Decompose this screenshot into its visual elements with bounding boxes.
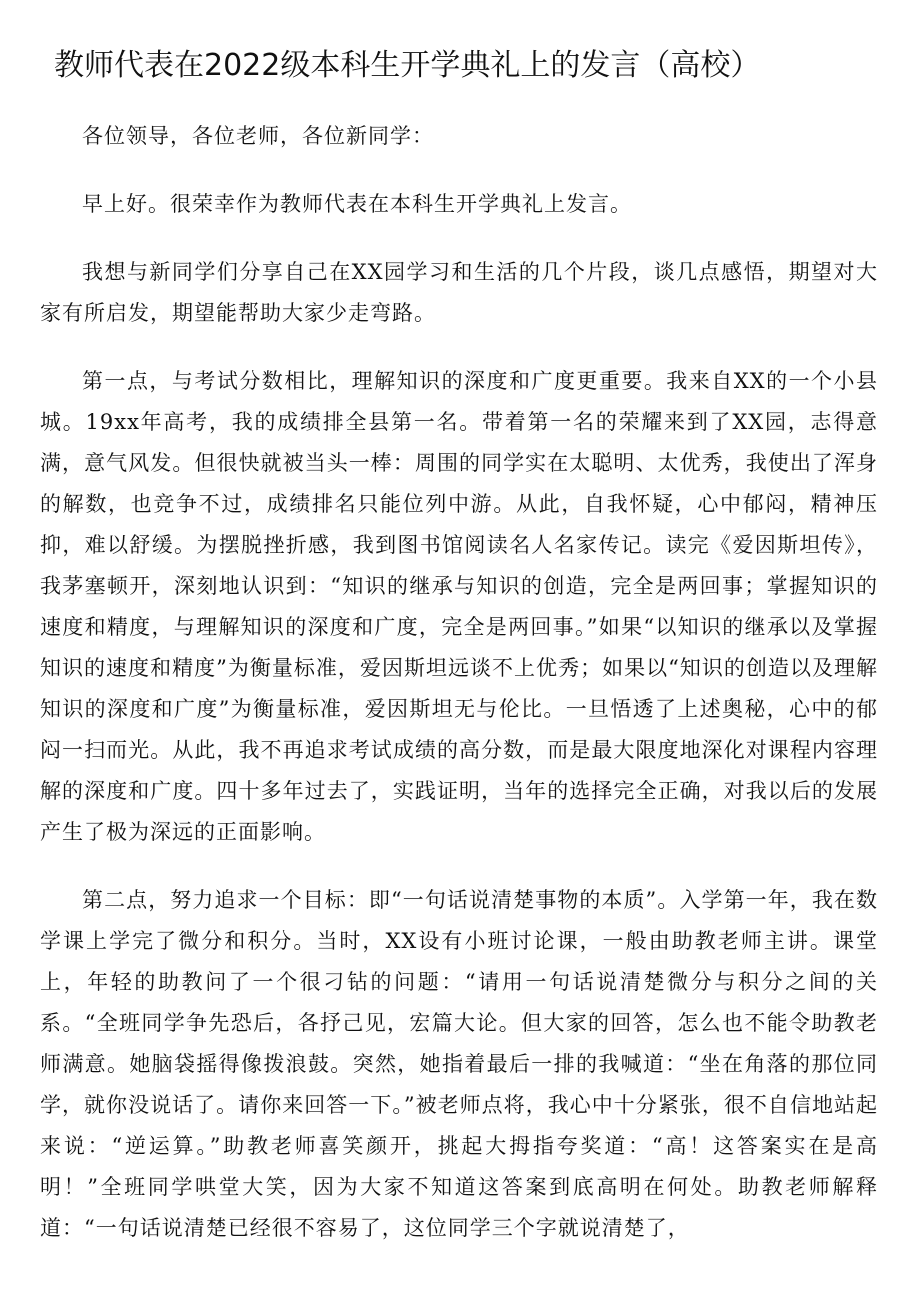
paragraph-point-one: 第一点，与考试分数相比，理解知识的深度和广度更重要。我来自XX的一个小县城。19xx年高考，我的成绩排全县第一名。带着第一名的荣耀来到了XX园，志得意满，意气风发。但很快就被当头一棒：周围的同学实在太聪明、太优秀，我使出了浑身的解数，也竞争不过，成绩排名只能位列中游。从此，自我怀疑，心中郁闷，精神压抑，难以舒缓。为摆脱挫折感，我到图书馆阅读名人名家传记。读完《爱因斯坦传》，我茅塞顿开，深刻地认识到：“知识的继承与知识的创造，完全是两回事；掌握知识的速度和精度，与理解知识的深度和广度，完全是两回事。”如果“以知识的继承以及掌握知识的速度和精度”为衡量标准，爱因斯坦远谈不上优秀；如果以“知识的创造以及理解知识的深度和广度”为衡量标准，爱因斯坦无与伦比。一旦悟透了上述奥秘，心中的郁闷一扫而光。从此，我不再追求考试成绩的高分数，而是最大限度地深化对课程内容理解的深度和广度。四十多年过去了，实践证明，当年的选择完全正确，对我以后的发展产生了极为深远的正面影响。	[40, 369, 878, 844]
paragraph-salutation: 各位领导，各位老师，各位新同学：	[82, 124, 434, 148]
paragraph-intro: 我想与新同学们分享自己在XX园学习和生活的几个片段，谈几点感悟，期望对大家有所启发，期望能帮助大家少走弯路。	[40, 260, 878, 325]
paragraph-greeting: 早上好。很荣幸作为教师代表在本科生开学典礼上发言。	[82, 192, 632, 216]
paragraph-point-two: 第二点，努力追求一个目标：即“一句话说清楚事物的本质”。入学第一年，我在数学课上学完了微分和积分。当时，XX设有小班讨论课，一般由助教老师主讲。课堂上，年轻的助教问了一个很刁钻的问题：“请用一句话说清楚微分与积分之间的关系。“全班同学争先恐后，各抒己见，宏篇大论。但大家的回答，怎么也不能令助教老师满意。她脑袋摇得像拨浪鼓。突然，她指着最后一排的我喊道：“坐在角落的那位同学，就你没说话了。请你来回答一下。”被老师点将，我心中十分紧张，很不自信地站起来说：“逆运算。”助教老师喜笑颜开，挑起大拇指夸奖道：“高！这答案实在是高明！”全班同学哄堂大笑，因为大家不知道这答案到底高明在何处。助教老师解释道：“一句话说清楚已经很不容易了，这位同学三个字就说清楚了，	[40, 888, 878, 1240]
document-title: 教师代表在2022级本科生开学典礼上的发言（高校）	[54, 48, 761, 83]
